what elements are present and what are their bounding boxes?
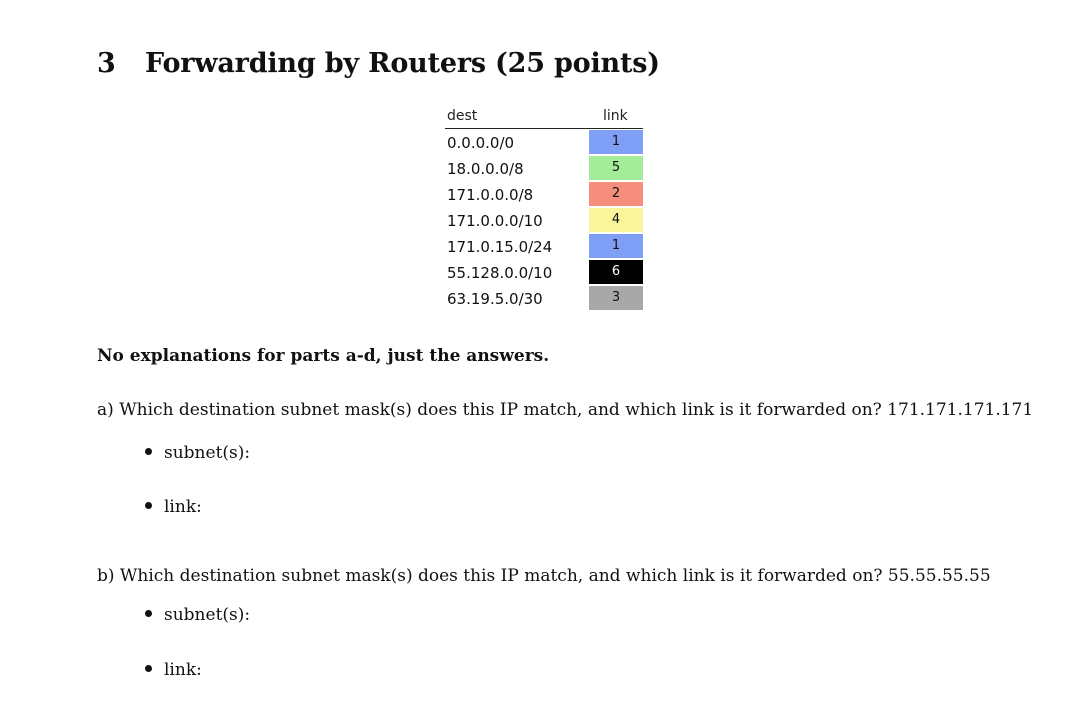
link-cell: 6	[589, 260, 643, 284]
link-cell: 1	[589, 234, 643, 258]
header-link: link	[603, 108, 628, 124]
link-cell: 1	[589, 130, 643, 154]
question-label: b)	[97, 566, 115, 586]
table-row	[445, 286, 645, 312]
dest-cell: 18.0.0.0/8	[447, 160, 524, 178]
forwarding-table-rows	[445, 130, 645, 312]
bullet-label: subnet(s):	[164, 443, 251, 463]
dest-cell: 0.0.0.0/0	[447, 134, 515, 152]
bullet-subnets	[145, 441, 250, 465]
bullet-label: link:	[164, 660, 202, 680]
section-number: 3	[97, 48, 116, 79]
bullet-label: link:	[164, 497, 202, 517]
bullet-subnets	[145, 603, 250, 627]
dest-cell: 55.128.0.0/10	[447, 264, 553, 282]
table-row	[445, 156, 645, 182]
bullet-icon	[145, 448, 152, 455]
link-cell: 4	[589, 208, 643, 232]
bullet-label: subnet(s):	[164, 605, 251, 625]
dest-cell: 171.0.0.0/8	[447, 186, 534, 204]
header-divider	[445, 128, 643, 129]
table-row	[445, 208, 645, 234]
dest-cell: 171.0.15.0/24	[447, 238, 553, 256]
bullet-icon	[145, 610, 152, 617]
section-title: Forwarding by Routers (25 points)	[145, 48, 660, 79]
instructions: No explanations for parts a-d, just the answers.	[97, 346, 550, 366]
forwarding-table	[445, 106, 645, 308]
dest-cell: 171.0.0.0/10	[447, 212, 543, 230]
dest-cell: 63.19.5.0/30	[447, 290, 543, 308]
question-text: Which destination subnet mask(s) does this IP match, and which link is it forwarded on? 55.55.55.55	[119, 566, 991, 586]
table-row	[445, 130, 645, 156]
bullet-icon	[145, 502, 152, 509]
question-text: Which destination subnet mask(s) does this IP match, and which link is it forwarded on? 171.171.171.171	[119, 400, 1034, 420]
link-cell: 3	[589, 286, 643, 310]
question-label: a)	[97, 400, 114, 420]
forwarding-table-header	[445, 106, 645, 127]
link-cell: 5	[589, 156, 643, 180]
table-row	[445, 234, 645, 260]
table-row	[445, 260, 645, 286]
section-heading	[97, 46, 660, 82]
bullet-link	[145, 495, 202, 519]
link-cell: 2	[589, 182, 643, 206]
table-row	[445, 182, 645, 208]
question-b	[97, 564, 991, 588]
bullet-icon	[145, 665, 152, 672]
bullet-link	[145, 658, 202, 682]
question-a	[97, 398, 1033, 422]
header-dest: dest	[447, 108, 478, 124]
